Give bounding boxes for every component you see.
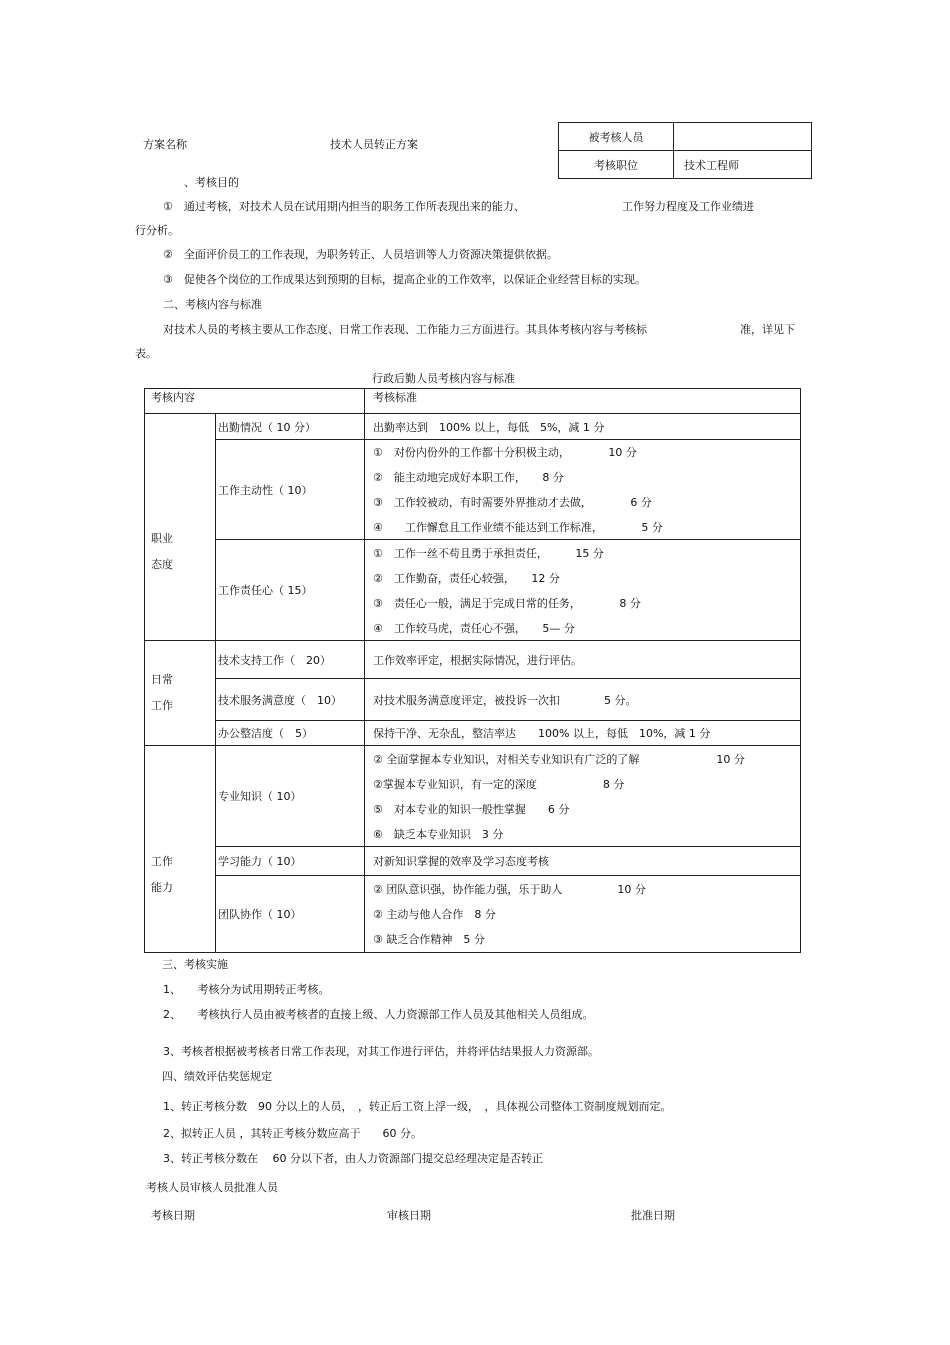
table-title: 行政后勤人员考核内容与标准: [372, 372, 515, 385]
section1-item1: ① 通过考核，对技术人员在试用期内担当的职务工作所表现出来的能力、: [163, 200, 525, 213]
section1-heading: 、考核目的: [184, 176, 239, 189]
section3-heading: 三、考核实施: [162, 958, 228, 971]
tech-support-standard: 工作效率评定，根据实际情况，进行评估。: [365, 641, 801, 679]
knowledge-std-1: ② 全面掌握本专业知识，对相关专业知识有广泛的了解 10 分: [373, 752, 745, 766]
responsibility-std-1: ① 工作一丝不苟且勇于承担责任， 15 分: [373, 546, 604, 560]
col-header-standard: 考核标准: [365, 389, 801, 414]
initiative-std-2: ② 能主动地完成好本职工作， 8 分: [373, 471, 564, 485]
responsibility-item: 工作责任心（ 15）: [216, 540, 365, 641]
knowledge-std-3: ⑤ 对本专业的知识一般性掌握 6 分: [373, 802, 570, 816]
section2-para: 对技术人员的考核主要从工作态度、日常工作表现、工作能力三方面进行。其具体考核内容与考核标: [163, 323, 647, 336]
knowledge-std-4: ⑥ 缺乏本专业知识 3 分: [373, 827, 504, 841]
teamwork-std-3: ③ 缺乏合作精神 5 分: [373, 933, 485, 947]
section2-para-cont: 准，详见下: [740, 323, 795, 336]
initiative-std-4: ④ 工作懈怠且工作业绩不能达到工作标准， 5 分: [373, 520, 663, 534]
assessee-info-table: [558, 122, 812, 179]
attendance-standard: 出勤率达到 100% 以上，每低 5%，减 1 分: [365, 414, 801, 440]
initiative-std-3: ③ 工作较被动，有时需要外界推动才去做， 6 分: [373, 495, 652, 509]
col-header-content: 考核内容: [145, 389, 365, 414]
section3-item2: 2、 考核执行人员由被考核者的直接上级、人力资源部工作人员及其他相关人员组成。: [163, 1008, 594, 1021]
initiative-item: 工作主动性（ 10）: [216, 440, 365, 540]
section4-item2: 2、拟转正人员 ，其转正考核分数应高于 60 分。: [163, 1127, 422, 1140]
teamwork-std-1: ② 团队意识强，协作能力强，乐于助人 10 分: [373, 882, 646, 896]
section2-para-end: 表。: [135, 347, 157, 360]
assessee-value[interactable]: [674, 123, 812, 151]
position-label: 考核职位: [559, 151, 674, 179]
responsibility-standard: [365, 540, 801, 641]
initiative-std-1: ① 对份内份外的工作都十分积极主动， 10 分: [373, 446, 637, 460]
section4-heading: 四、绩效评估奖惩规定: [162, 1070, 272, 1083]
learning-ability-item: 学习能力（ 10）: [216, 847, 365, 876]
attendance-item: 出勤情况（ 10 分）: [216, 414, 365, 440]
section3-item3: 3、考核者根据被考核者日常工作表现，对其工作进行评估，并将评估结果报人力资源部。: [163, 1045, 599, 1058]
service-satisfaction-standard: 对技术服务满意度评定，被投诉一次扣 5 分。: [365, 679, 801, 721]
group-daily-work: 日常 工作: [145, 641, 216, 746]
office-tidiness-standard: 保持干净、无杂乱，整洁率达 100% 以上，每低 10%，减 1 分: [365, 721, 801, 746]
service-satisfaction-item: 技术服务满意度（ 10）: [216, 679, 365, 721]
responsibility-std-3: ③ 责任心一般，满足于完成日常的任务， 8 分: [373, 596, 641, 610]
assessee-label: 被考核人员: [559, 123, 674, 151]
section4-item3: 3、转正考核分数在 60 分以下者，由人力资源部门提交总经理决定是否转正: [163, 1152, 543, 1165]
office-tidiness-item: 办公整洁度（ 5）: [216, 721, 365, 746]
plan-name-value: 技术人员转正方案: [330, 138, 418, 151]
assessment-table: [144, 388, 801, 953]
professional-knowledge-standard: [365, 746, 801, 847]
responsibility-std-2: ② 工作勤奋，责任心较强， 12 分: [373, 571, 560, 585]
learning-ability-standard: 对新知识掌握的效率及学习态度考核: [365, 847, 801, 876]
section1-item1-end: 行分析。: [135, 224, 179, 237]
teamwork-standard: [365, 876, 801, 953]
tech-support-item: 技术支持工作（ 20）: [216, 641, 365, 679]
group-work-ability: 工作 能力: [145, 746, 216, 953]
review-date-label: 审核日期: [387, 1209, 431, 1222]
approval-date-label: 批准日期: [631, 1209, 675, 1222]
section1-item1-cont: 工作努力程度及工作业绩进: [622, 200, 754, 213]
teamwork-item: 团队协作（ 10）: [216, 876, 365, 953]
responsibility-std-4: ④ 工作较马虎，责任心不强， 5— 分: [373, 621, 575, 635]
position-value: 技术工程师: [674, 151, 812, 179]
group-professional-attitude: 职业 态度: [145, 414, 216, 641]
plan-name-label: 方案名称: [143, 138, 187, 151]
section3-item1: 1、 考核分为试用期转正考核。: [163, 983, 330, 996]
teamwork-std-2: ② 主动与他人合作 8 分: [373, 907, 496, 921]
section1-item3: ③ 促使各个岗位的工作成果达到预期的目标，提高企业的工作效率，以保证企业经营目标的实现。: [163, 273, 646, 286]
section4-item1: 1、转正考核分数 90 分以上的人员， ，转正后工资上浮一级， ，具体视公司整体工资制度规划而定。: [163, 1100, 672, 1113]
initiative-standard: [365, 440, 801, 540]
knowledge-std-2: ②掌握本专业知识，有一定的深度 8 分: [373, 777, 625, 791]
signers-line: 考核人员审核人员批准人员: [146, 1181, 278, 1194]
professional-knowledge-item: 专业知识（ 10）: [216, 746, 365, 847]
section2-heading: 二、考核内容与标准: [163, 298, 262, 311]
section1-item2: ② 全面评价员工的工作表现，为职务转正、人员培训等人力资源决策提供依据。: [163, 248, 558, 261]
assessment-date-label: 考核日期: [151, 1209, 195, 1222]
